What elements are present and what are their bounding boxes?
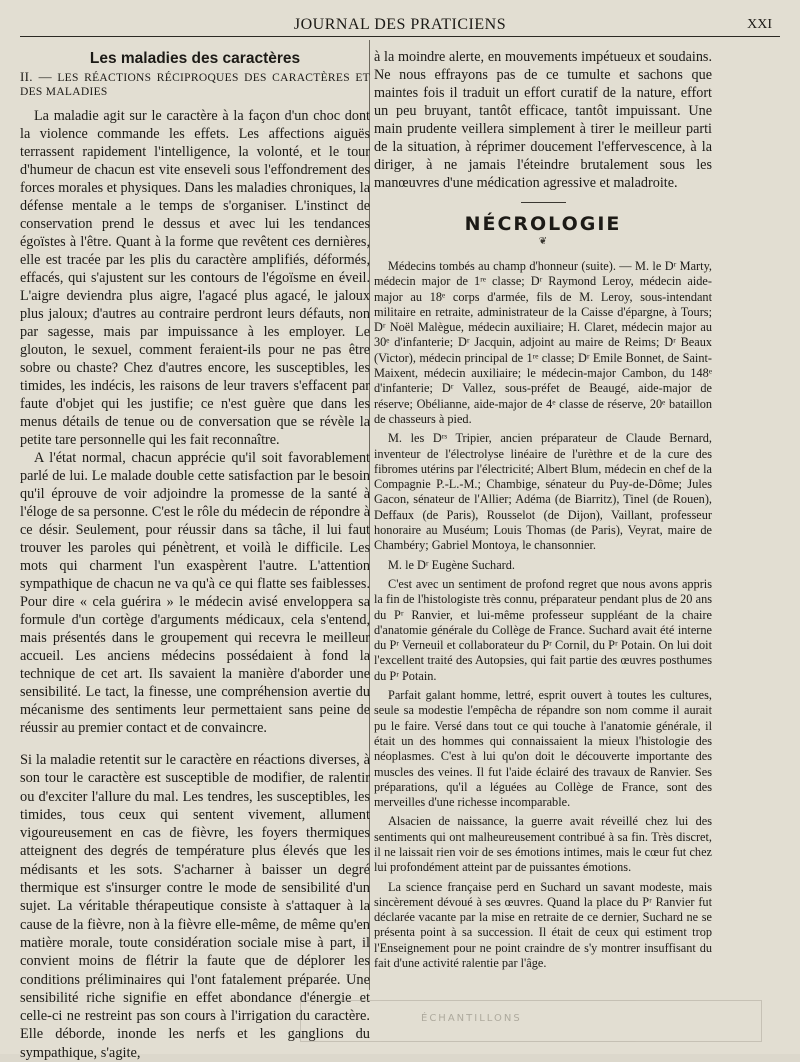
paragraph-continuation: à la moindre alerte, en mouvements impétueux et soudains. Ne nous effrayons pas de ce tumulte et sachons que maintes fois il traduit un effort curatif de la nature, effort un peu bruyant, tantôt efficace, tantôt impuissant. Une main prudente veillera simplement à tirer le meilleur parti de la situation, à réprimer doucement l'effervescence, à la diriger, à ne jamais l'éteindre brutalement sous les manœuvres d'une médication agressive et maladroite.: [374, 49, 712, 191]
running-header: [20, 14, 780, 37]
left-column: [20, 48, 370, 1062]
journal-title: JOURNAL DES PRATICIENS: [293, 16, 507, 33]
necrology-body: [374, 259, 712, 971]
article-title: Les maladies des caractères: [89, 50, 301, 67]
necro-paragraph: La science française perd en Suchard un savant modeste, mais sincèrement dévoué à ses œuvres. Quand la place du Pʳ Ranvier fut déclarée vacante par la mise en retraite de ce dernier, Suchard ne se présenta point à sa succession. Il était de ceux qui estiment trop l'Enseignement pour ne point craindre de s'y montrer insuffisant du fait d'une activité ralentie par l'âge.: [374, 879, 712, 971]
bleed-through-stamp: [300, 1000, 762, 1042]
paragraph: La maladie agit sur le caractère à la façon d'un choc dont la violence commande les effets. Les affections aiguës terrassent rapidement l'intelligence, la volonté, et le tour d'humeur de chacun est vite enseveli sous l'effondrement des forces morales et physiques. Dans les maladies chroniques, la défense mentale a le temps de s'organiser. L'instinct de conservation prend le dessus et avec lui les tendances égoïstes à l'être. Quant à la forme que revêtent ces dernières, elle est tracée par les plis du caractère amplifiés, déformés, effacés, qui s'ajustent sur les contours de l'égoïsme en éveil. L'aigre deviendra plus aigre, l'agacé plus agacé, le jaloux plus jaloux; d'autres au contraire perdront leurs défauts, non par sagesse, mais par impuissance à les employer. Le glouton, le sexuel, comment feraient-ils pour ne pas être sobre ou chaste? Chez d'autres encore, les susceptibles, les timides, les indécis, les raisons de leur travers s'effacent par faute d'objet qui les justifie; ce n'est guère que dans les menus détails de tenue ou de conversation que se révèle la petite tare personnelle qui les fait reconnaître.: [20, 108, 370, 448]
paragraph: Si la maladie retentit sur le caractère en réactions diverses, à son tour le caractère est susceptible de modifier, de ralentir ou d'exciter l'allure du mal. Les tendres, les susceptibles, les timides, tous ceux qui sentent vivement, allument vigoureusement en cas de fièvre, les foyers thermiques atteignent des degrés de température plus élevés que les médisants et les sots. S'acharner à baisser un degré thermique est s'insurger contre le mode de sensibilité d'un sujet. La véritable thérapeutique consiste à s'attaquer à la cause de la fièvre, non à la fièvre elle-même, de même qu'en matière morale, toute considération sociale mise à part, il convient moins de flétrir la faute que de déplorer les conditions préliminaires qui l'ont fatalement préparée. Une sensibilité riche signifie en effet abondance d'énergie et celle-ci ne restreint pas son cours à l'irrigation du caractère. Elle déborde, inonde les nerfs et les ganglions du sympathique, s'agite,: [20, 752, 370, 1061]
paragraph: A l'état normal, chacun apprécie qu'il soit favorablement parlé de lui. Le malade double cette satisfaction par le besoin qu'il éprouve de voir adjoindre la promesse de la santé à l'éloge de sa personne. C'est le rôle du médecin de répondre à ce désir. Seulement, pour réussir dans sa tâche, il lui faut trouver les paroles qui pénètrent, et voilà le difficile. Les mots qui charment l'un exaspèrent l'autre. L'attention sympathique de chacun ne va qu'à ce qui flatte ses faiblesses. Pour dire « cela guérira » le médecin avisé enveloppera sa formule d'un cortège d'arguments médicaux, cela s'entend, mais présentés dans le groupement qui recevra le meilleur accueil. Les anciens médecins possédaient à fond la technique de cet art. Ils savaient la manière d'aborder une sensibilité. Le tact, la finesse, une compréhension avertie du mécanisme des sentiments leur permettaient sans peine de réussir au premier contact et de convaincre.: [20, 450, 370, 736]
necro-paragraph: M. les Dʳˢ Tripier, ancien préparateur de Claude Bernard, inventeur de l'électrolyse linéaire de l'urèthre et de la cure des fibromes utérins par l'électricité; Albert Blum, médecin en chef de la Compagnie P.-L.-M.; Chambige, sénateur du Puy-de-Dôme; Jules Gacon, sénateur de l'Allier; Adéma (de Biarritz), Tinel (de Rouen), Deffaux (de Paris), Rousselot (de Dijon), Vaillant, professeur honoraire au Muséum; Louis Thomas (de Paris), Veyrat, maire de Chambéry; Gabriel Montoya, le chansonnier.: [374, 431, 712, 553]
article-subtitle: [20, 70, 370, 99]
page-number: XXI: [747, 17, 772, 32]
stamp-text: ÉCHANTILLONS: [421, 1013, 522, 1024]
heading-ornament: ❦: [538, 236, 548, 247]
right-column: [374, 48, 712, 971]
necro-paragraph: Alsacien de naissance, la guerre avait réveillé chez lui des sentiments qui ont malheureusement contribué à sa fin. Très discret, il ne laissait rien voir de ses émotions intimes, mais le cœur fut chez lui profondément atteint par de puissantes émotions.: [374, 814, 712, 875]
necro-paragraph: C'est avec un sentiment de profond regret que nous avons appris la fin de l'histologiste très connu, préparateur pendant plus de 20 ans du Pʳ Ranvier, et lui-même professeur suppléant de la chaire d'anatomie générale du Collège de France. Suchard avait été interne du Pʳ Verneuil et collaborateur du Pʳ Cornil, du Pʳ Potain. On lui doit l'excellent traité des Autopsies, qui fait partie des œuvres posthumes du Pʳ Potain.: [374, 576, 712, 683]
necro-paragraph: M. le Dʳ Eugène Suchard.: [388, 557, 515, 572]
subtitle-text: LES RÉACTIONS RÉCIPROQUES DES CARACTÈRES ET DES MALADIES: [20, 72, 370, 98]
necro-paragraph: Médecins tombés au champ d'honneur (suite). — M. le Dʳ Marty, médecin major de 1ʳᵉ classe; Dʳ Raymond Leroy, médecin aide-major au 18ᵉ corps d'armée, fils de M. Leroy, sous-intendant militaire en retraite, administrateur de la Caisse d'épargne, à Tours; Dʳ Noël Malègue, médecin auxiliaire; H. Claret, médecin major au 30ᵉ d'infanterie; Dʳ Jacquin, adjoint au maire de Reims; Dʳ Beaux (Victor), médecin principal de 1ʳᵉ classe; Dʳ Emile Bonnet, de Saint-Maixent, médecin auxiliaire; le médecin-major Cambon, du 148ᵉ d'infanterie; Dʳ Vallez, sous-préfet de Beaugé, aide-major de réserve; Obélianne, aide-major de 4ᵉ classe de réserve, 20ᵉ bataillon de chasseurs à pied.: [374, 259, 712, 426]
necrology-heading: NÉCROLOGIE: [464, 213, 622, 235]
necro-paragraph: Parfait galant homme, lettré, esprit ouvert à toutes les cultures, seule sa modestie l'empêcha de répandre son nom comme il aurait pu le faire. Versé dans tout ce qui touche à l'anatomie générale, il était un des hommes qui connaissaient la mieux l'histologie des néoplasmes. C'est à lui qu'on doit le découverte importante des muscles des veines. Il fut l'aide éclairé des travaux de Ranvier. Ses préparations, qu'il a léguées au Collège de France, sont des merveilles d'une richesse incomparable.: [374, 688, 712, 810]
section-rule: [521, 202, 566, 203]
subtitle-number: II. —: [20, 69, 52, 84]
